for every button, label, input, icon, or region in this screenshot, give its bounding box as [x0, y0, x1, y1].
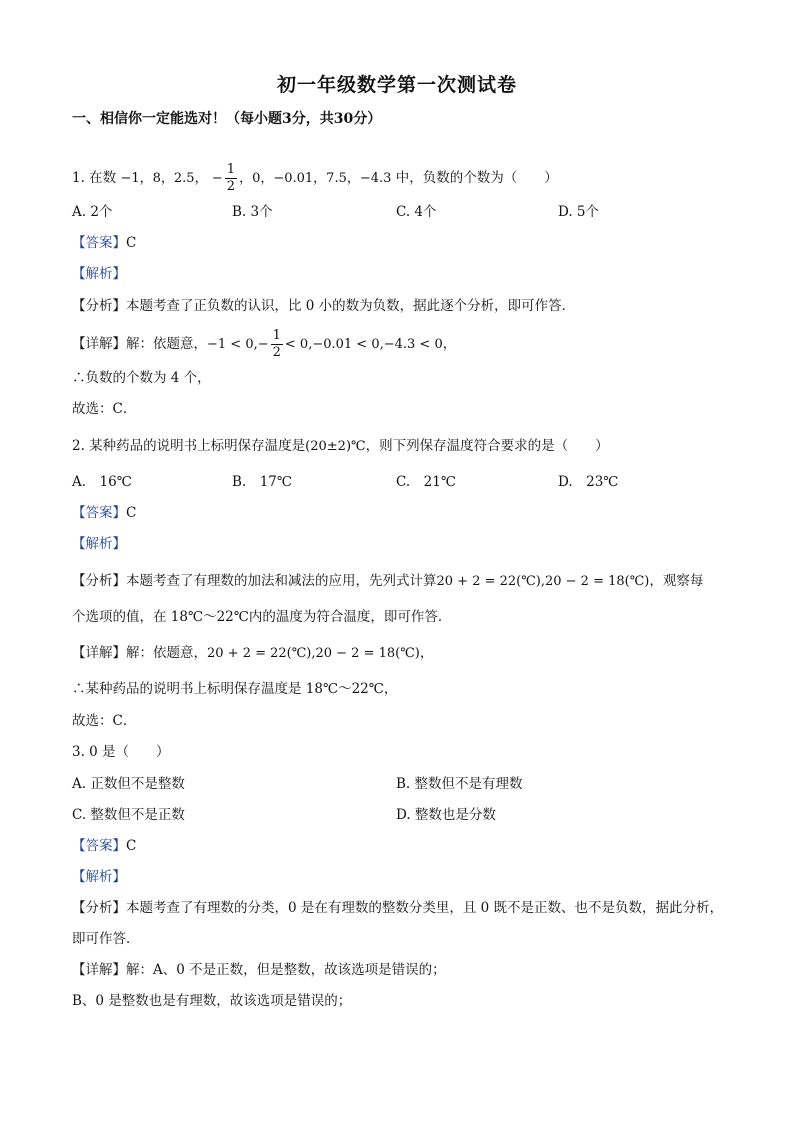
q1-neg-sign: − [211, 171, 223, 186]
fenxi-text: 本题考查了有理数的加法和减法的应用，先列式计算 [126, 573, 437, 589]
xiangjie-math-a: −1 < 0,− [207, 337, 269, 352]
fraction-numerator: 1 [226, 162, 236, 177]
q3-fenxi-line-2: 即可作答． [72, 931, 140, 947]
q2-conclusion: ∴某种药品的说明书上标明保存温度是 18℃～22℃， [72, 681, 398, 697]
q1-analysis-tag: 【解析】 [72, 266, 126, 282]
answer-value: C [126, 235, 137, 251]
fenxi-math: 20 + 2 = 22(℃),20 − 2 = 18(℃) [436, 574, 650, 589]
xiangjie-end: ， [419, 645, 434, 661]
answer-value: C [126, 505, 137, 521]
answer-tag: 【答案】 [72, 838, 126, 854]
q2-fenxi-line-1 [72, 571, 734, 592]
xiangjie-text: 解：依题意， [126, 336, 207, 352]
section-heading: 一、相信你一定能选对！（每小题3分，共30分） [72, 111, 382, 127]
q1-option-b: B. 3个 [232, 204, 273, 220]
q1-numbers-b: ，0，−0.01，7.5，−4.3 [239, 171, 392, 186]
q3-option-c: C. 整数但不是正数 [72, 807, 185, 823]
q3-xiangjie-line-2: B、0 是整数也是有理数，故该选项是错误的； [72, 993, 352, 1009]
q2-option-d: D. 23℃ [558, 474, 619, 490]
xiangjie-tag: 【详解】 [72, 336, 126, 352]
q1-prefix: 1. 在数 [72, 170, 117, 186]
q1-numbers-a: −1，8，2.5， [120, 171, 208, 186]
fenxi-text-b: ，观察每 [649, 573, 704, 589]
q2-option-c: C. 21℃ [396, 474, 456, 490]
xiangjie-text: 解：依题意， [126, 645, 207, 661]
q1-option-a: A. 2个 [72, 204, 113, 220]
q1-option-d: D. 5个 [558, 204, 600, 220]
q2-fenxi-line-2: 个选项的值，在 18℃～22℃内的温度为符合温度，即可作答． [72, 609, 452, 625]
answer-tag: 【答案】 [72, 235, 126, 251]
q2-option-a: A. 16℃ [72, 474, 132, 490]
q3-xiangjie [72, 960, 734, 980]
q3-analysis-tag: 【解析】 [72, 869, 126, 885]
q1-choose: 故选：C． [72, 401, 137, 417]
question-1-stem [72, 160, 734, 196]
fenxi-tag: 【分析】 [72, 900, 126, 916]
q1-fenxi [72, 296, 734, 316]
q3-option-b: B. 整数但不是有理数 [396, 776, 523, 792]
q2-option-b: B. 17℃ [232, 474, 292, 490]
q1-answer [72, 233, 734, 253]
q2-prefix: 2. 某种药品的说明书上标明保存温度是 [72, 438, 306, 454]
q1-conclusion: ∴负数的个数为 4 个， [72, 370, 211, 386]
fenxi-tag: 【分析】 [72, 298, 126, 314]
fenxi-tag: 【分析】 [72, 573, 126, 589]
xiangjie-fraction [271, 328, 283, 361]
xiangjie-math-b: < 0,−0.01 < 0,−4.3 < 0 [284, 337, 443, 352]
q2-analysis-tag: 【解析】 [72, 536, 126, 552]
q3-option-a: A. 正数但不是整数 [72, 776, 185, 792]
q2-math: (20±2)℃ [305, 439, 366, 454]
q2-suffix: ，则下列保存温度符合要求的是（ ） [365, 438, 609, 454]
q1-option-c: C. 4个 [396, 204, 437, 220]
xiangjie-text: 解：A、0 不是正数，但是整数，故该选项是错误的； [126, 962, 446, 978]
xiangjie-tag: 【详解】 [72, 645, 126, 661]
q3-option-d: D. 整数也是分数 [396, 807, 496, 823]
q2-choose: 故选：C． [72, 713, 137, 729]
q1-xiangjie [72, 326, 734, 362]
q2-xiangjie [72, 643, 734, 664]
fenxi-text: 本题考查了有理数的分类，0 是在有理数的整数分类里，且 0 既不是正数、也不是负数，据此分析， [126, 900, 724, 916]
fraction-denominator: 2 [226, 179, 236, 194]
answer-value: C [126, 838, 137, 854]
answer-tag: 【答案】 [72, 505, 126, 521]
xiangjie-tag: 【详解】 [72, 962, 126, 978]
page-title: 初一年级数学第一次测试卷 [276, 74, 517, 96]
question-2-stem [72, 436, 734, 457]
fraction-numerator: 1 [272, 328, 281, 343]
q3-answer [72, 836, 734, 856]
q3-fenxi-line-1 [72, 898, 734, 918]
fraction-denominator: 2 [272, 345, 281, 360]
q1-suffix: 中，负数的个数为（ ） [395, 170, 558, 186]
q2-answer [72, 503, 734, 523]
xiangjie-end: ， [442, 336, 457, 352]
xiangjie-math: 20 + 2 = 22(℃),20 − 2 = 18(℃) [207, 646, 420, 661]
question-3-stem: 3. 0 是（ ） [72, 744, 170, 760]
fenxi-text: 本题考查了正负数的认识，比 0 小的数为负数，据此逐个分析，即可作答． [126, 298, 576, 314]
q1-fraction [225, 162, 237, 195]
